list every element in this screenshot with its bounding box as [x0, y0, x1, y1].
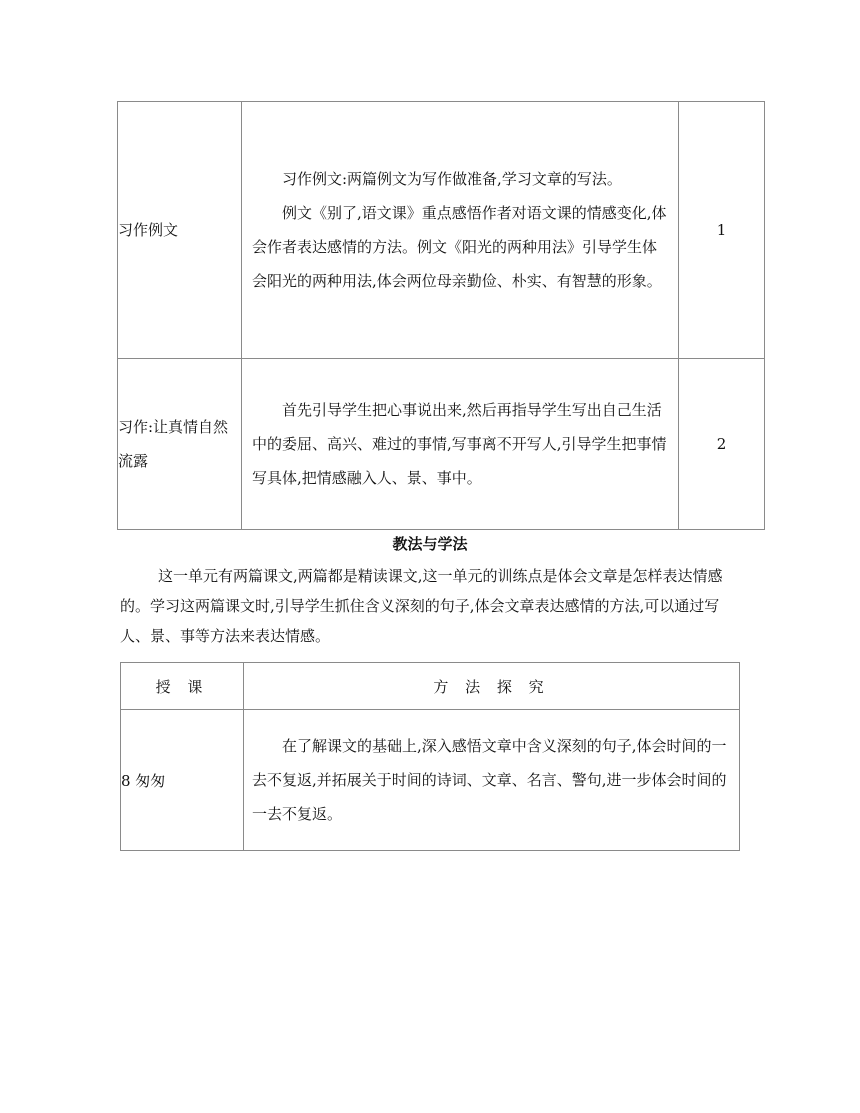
lesson-cell: 8 匆匆	[121, 710, 244, 851]
table-row	[118, 359, 765, 530]
header-method: 方 法 探 究	[244, 663, 740, 710]
table-row	[118, 102, 765, 359]
lesson-cell: 习作例文	[118, 102, 242, 359]
method-paragraph: 在了解课文的基础上,深入感悟文章中含义深刻的句子,体会时间的一去不复返,并拓展关于时间的诗词、文章、名言、警句,进一步体会时间的一去不复返。	[252, 737, 727, 823]
hours-cell: 2	[679, 359, 765, 530]
hours-cell: 1	[679, 102, 765, 359]
content-paragraph: 首先引导学生把心事说出来,然后再指导学生写出自己生活中的委屈、高兴、难过的事情,写事离不开写人,引导学生把事情写具体,把情感融入人、景、事中。	[252, 401, 667, 487]
table-row	[121, 710, 740, 851]
header-lesson: 授 课	[121, 663, 244, 710]
unit-plan-table	[117, 101, 765, 530]
content-cell	[242, 359, 679, 530]
content-paragraph: 习作例文:两篇例文为写作做准备,学习文章的写法。	[282, 170, 622, 188]
section-intro: 这一单元有两篇课文,两篇都是精读课文,这一单元的训练点是体会文章是怎样表达情感的。学习这两篇课文时,引导学生抓住含义深刻的句子,体会文章表达感情的方法,可以通过写人、景、事等方法来表达情感。	[120, 567, 723, 645]
table-header-row	[121, 663, 740, 710]
method-table	[120, 662, 740, 851]
content-paragraph: 例文《别了,语文课》重点感悟作者对语文课的情感变化,体会作者表达感情的方法。例文《阳光的两种用法》引导学生体会阳光的两种用法,体会两位母亲勤俭、朴实、有智慧的形象。	[252, 204, 667, 290]
content-cell	[242, 102, 679, 359]
section-heading: 教法与学法	[392, 535, 468, 553]
method-cell	[244, 710, 740, 851]
lesson-cell: 习作:让真情自然流露	[118, 359, 242, 530]
